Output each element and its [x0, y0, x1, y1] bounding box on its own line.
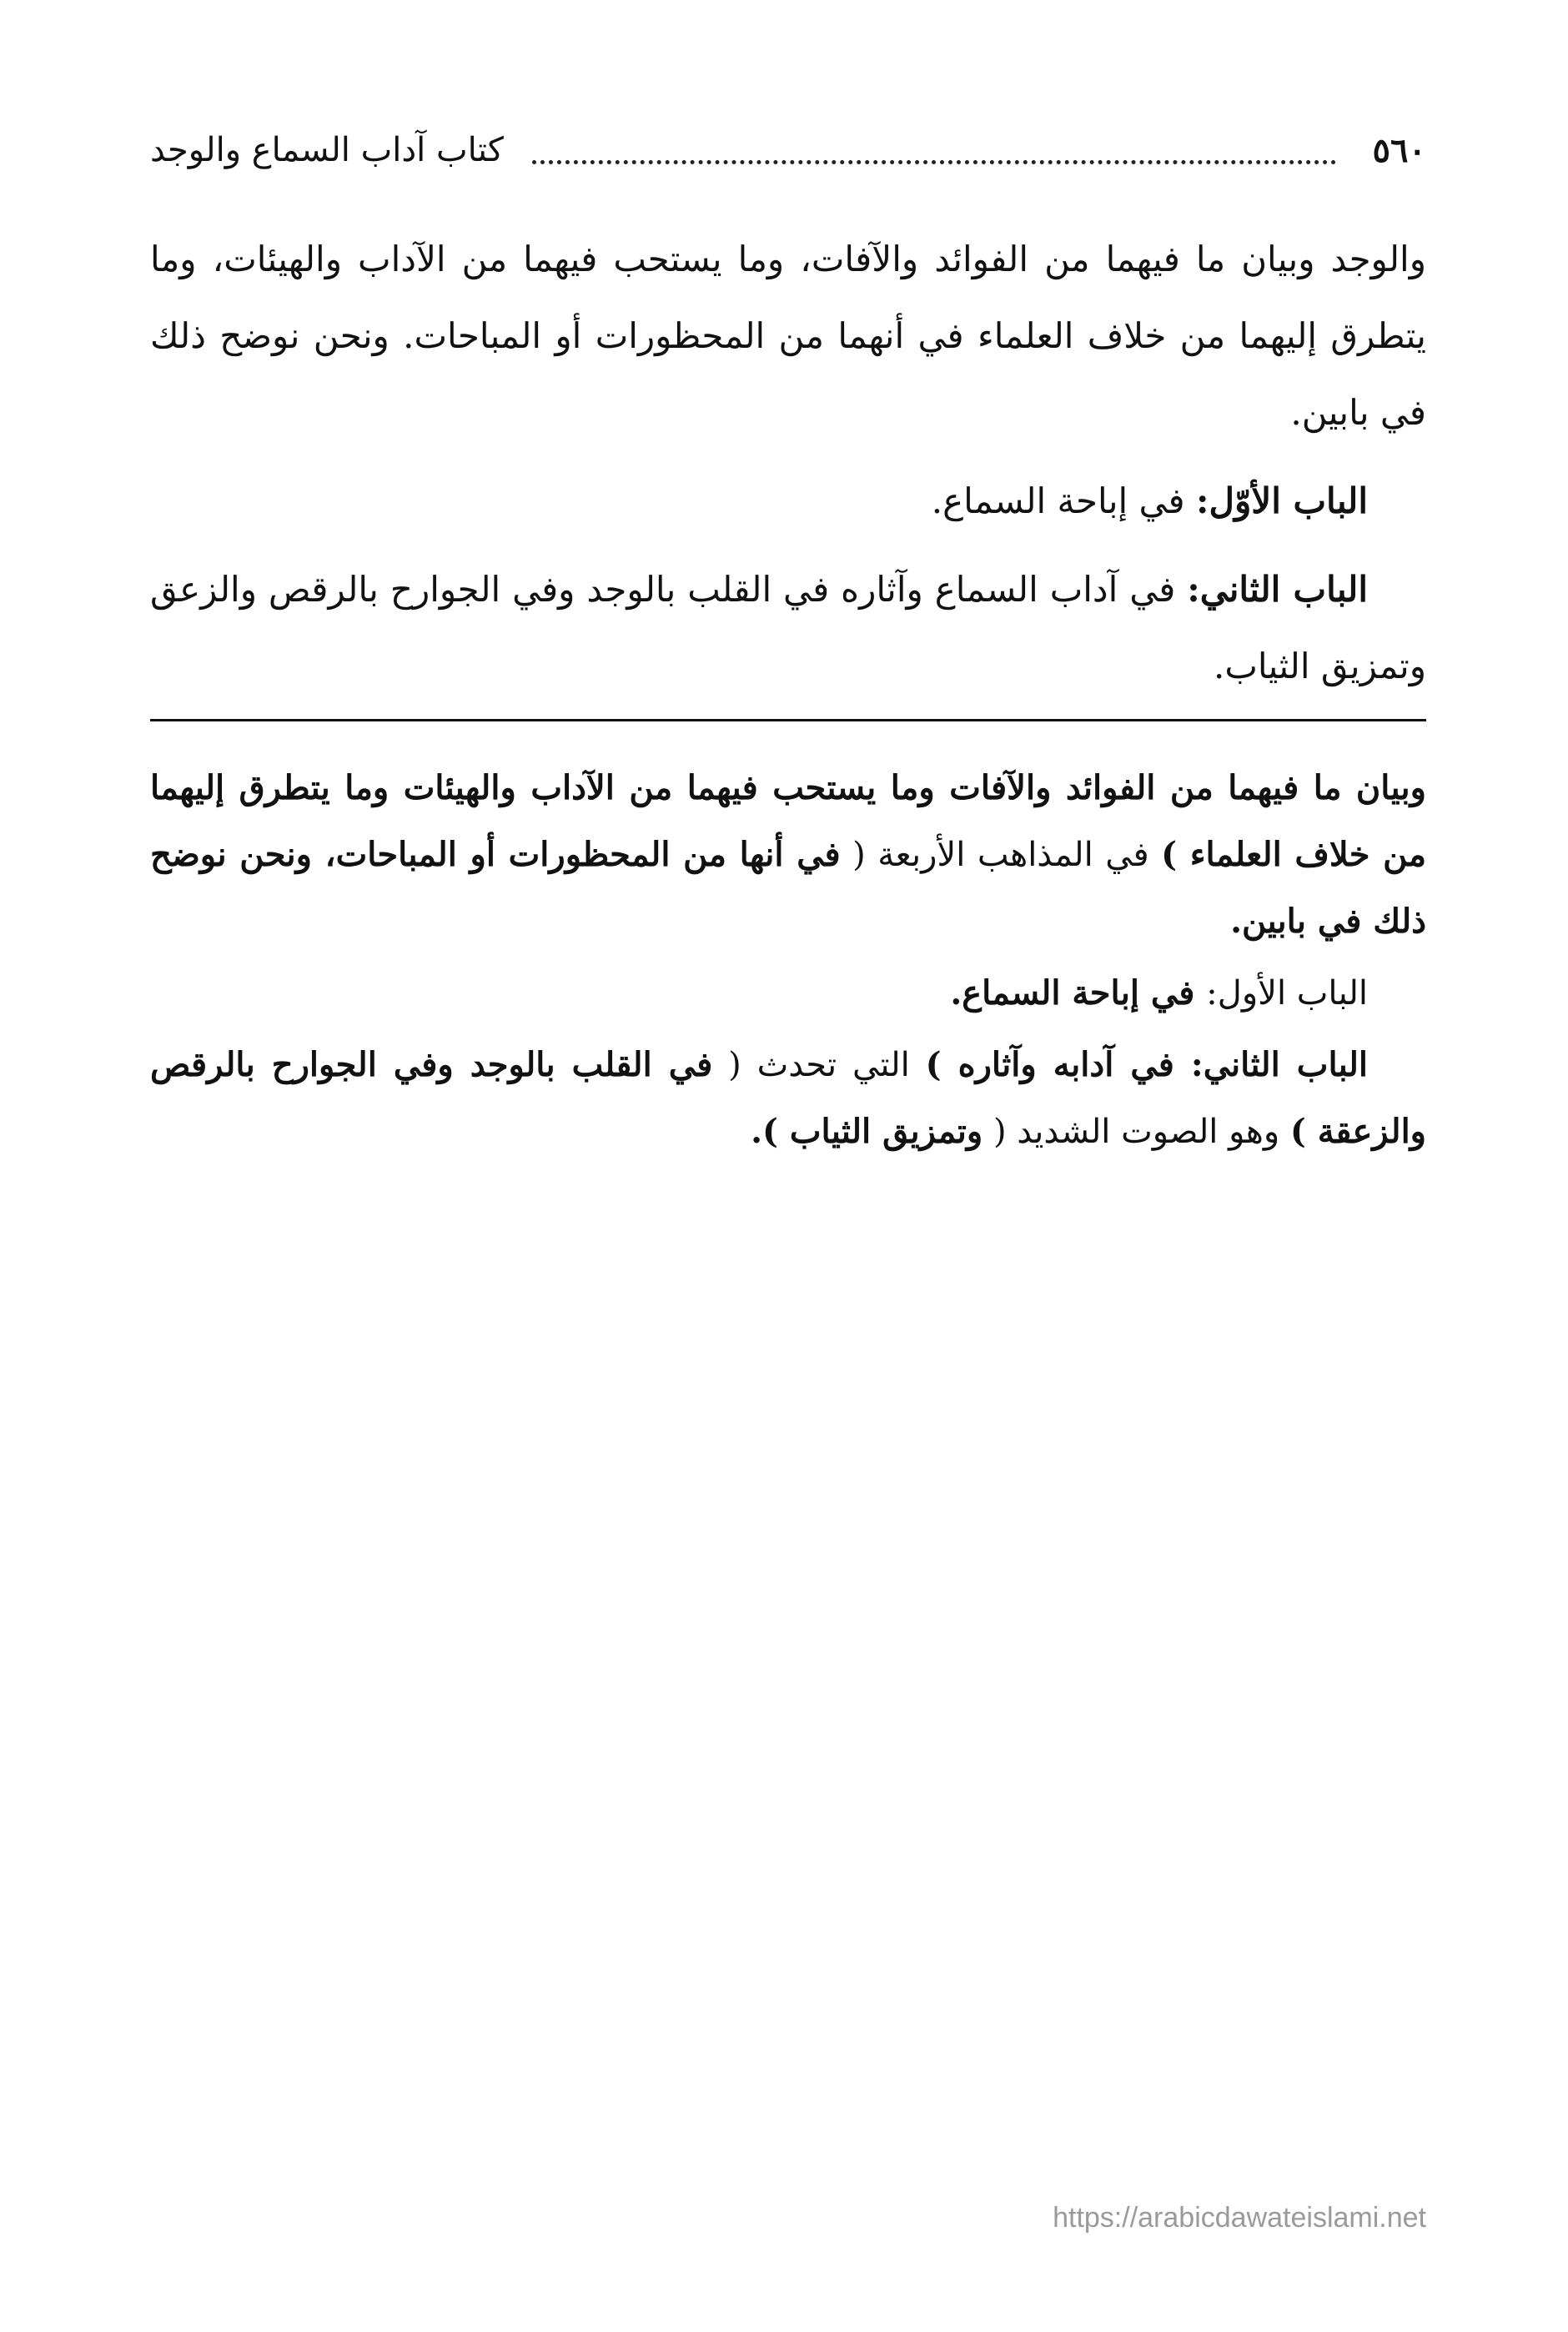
- page-number: ٥٦٠: [1372, 130, 1426, 170]
- commentary-paragraph-1: [150, 755, 1426, 955]
- commentary-c2-segment-1: الباب الثاني: في آدابه وآثاره ): [925, 1045, 1369, 1084]
- commentary-text: [150, 755, 1426, 1165]
- commentary-chapter-2-line: [150, 1032, 1426, 1165]
- book-title: كتاب آداب السماع والوجد: [150, 131, 504, 169]
- commentary-chapter-1-text: في إباحة السماع.: [950, 973, 1207, 1013]
- header-dotted-leader: [532, 160, 1336, 164]
- commentary-c2-segment-3: في القلب بالوجد وفي الجوارح بالرقص والزعقة ): [150, 1045, 1426, 1151]
- commentary-divider: [150, 719, 1426, 721]
- chapter-2-line: [150, 551, 1426, 705]
- chapter-2-label: الباب الثاني:: [1187, 569, 1369, 610]
- intro-paragraph: والوجد وبيان ما فيهما من الفوائد والآفات، وما يستحب فيهما من الآداب والهيئات، وما يتطرق إليهما من خلاف العلماء في أنهما من المحظورات أو المباحات. ونحن نوضح ذلك في بابين.: [150, 239, 1426, 433]
- commentary-c2-segment-4: وهو الصوت الشديد (: [983, 1113, 1290, 1151]
- commentary-p1-segment-2: في المذاهب الأربعة (: [840, 836, 1162, 874]
- commentary-c2-segment-2: التي تحدث (: [712, 1046, 926, 1084]
- commentary-p1-segment-3: في أنها من المحظورات أو المباحات، ونحن نوضح ذلك في بابين.: [150, 835, 1426, 941]
- commentary-c2-segment-5: وتمزيق الثياب ).: [751, 1112, 983, 1151]
- page-header: [150, 117, 1426, 183]
- main-text: [150, 221, 1426, 705]
- chapter-1-line: [150, 463, 1426, 540]
- commentary-chapter-1-line: [150, 960, 1426, 1027]
- commentary-p1-segment-1: وبيان ما فيهما من الفوائد والآفات وما يستحب فيهما من الآداب والهيئات وما يتطرق إليهما من خلاف العلماء ): [150, 768, 1427, 874]
- chapter-1-text: في إباحة السماع.: [931, 480, 1196, 521]
- chapter-1-label: الباب الأوّل:: [1195, 480, 1368, 521]
- chapter-2-text: في آداب السماع وآثاره في القلب بالوجد وفي الجوارح بالرقص والزعق وتمزيق الثياب.: [150, 569, 1426, 686]
- commentary-chapter-1-label: الباب الأول:: [1206, 974, 1368, 1013]
- source-watermark-url: https://arabicdawateislami.net: [1053, 2202, 1426, 2234]
